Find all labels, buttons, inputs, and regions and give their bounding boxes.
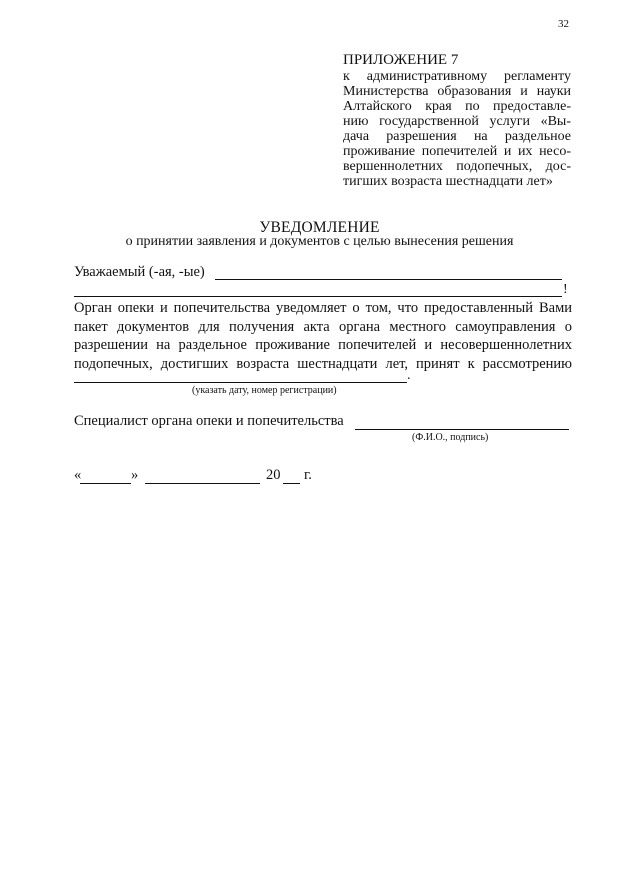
exclamation-mark: ! bbox=[563, 282, 568, 297]
greeting-label: Уважаемый (-ая, -ые) bbox=[74, 264, 205, 280]
page-number: 32 bbox=[558, 18, 569, 30]
notice-title: УВЕДОМЛЕНИЕ bbox=[259, 219, 380, 236]
month-line[interactable] bbox=[145, 483, 260, 484]
appendix-line: дача разрешения на раздельное bbox=[343, 129, 571, 144]
body-line: разрешении на раздельное проживание попечителей и несовершеннолетних bbox=[74, 337, 572, 354]
period-mark: . bbox=[407, 368, 411, 383]
appendix-block bbox=[343, 53, 571, 189]
year-line[interactable] bbox=[283, 483, 300, 484]
appendix-line: вершеннолетних подопечных, дос- bbox=[343, 159, 571, 174]
appendix-line: тигших возраста шестнадцати лет» bbox=[343, 174, 553, 189]
appendix-line: нию государственной услуги «Вы- bbox=[343, 114, 571, 129]
open-quote: « bbox=[74, 467, 82, 483]
body-line: подопечных, достигших возраста шестнадцати лет, принят к рассмотрению bbox=[74, 355, 572, 372]
signature-line[interactable] bbox=[355, 429, 569, 430]
body-line: Орган опеки и попечительства уведомляет о том, что предоставленный Вами bbox=[74, 300, 572, 316]
year-prefix: 20 bbox=[266, 467, 281, 483]
notice-body bbox=[74, 299, 572, 373]
appendix-line: Алтайского края по предоставле- bbox=[343, 99, 571, 114]
body-line: пакет документов для получения акта органа местного самоуправления о bbox=[74, 318, 572, 335]
specialist-label: Специалист органа опеки и попечительства bbox=[74, 413, 344, 429]
appendix-line: к административному регламенту bbox=[343, 69, 571, 84]
signature-caption: (Ф.И.О., подпись) bbox=[412, 432, 489, 443]
year-suffix: г. bbox=[304, 467, 312, 483]
recipient-name-line[interactable] bbox=[215, 279, 562, 280]
day-line[interactable] bbox=[80, 483, 131, 484]
close-quote: » bbox=[131, 467, 139, 483]
notice-subtitle: о принятии заявления и документов с целью вынесения решения bbox=[125, 234, 514, 249]
appendix-line: Министерства образования и науки bbox=[343, 84, 571, 99]
appendix-title: ПРИЛОЖЕНИЕ 7 bbox=[343, 52, 459, 68]
registration-date-line[interactable] bbox=[74, 382, 407, 383]
appendix-line: проживание попечителей и их несо- bbox=[343, 144, 571, 159]
date-caption: (указать дату, номер регистрации) bbox=[192, 385, 337, 396]
recipient-name-line-2[interactable] bbox=[74, 296, 562, 297]
